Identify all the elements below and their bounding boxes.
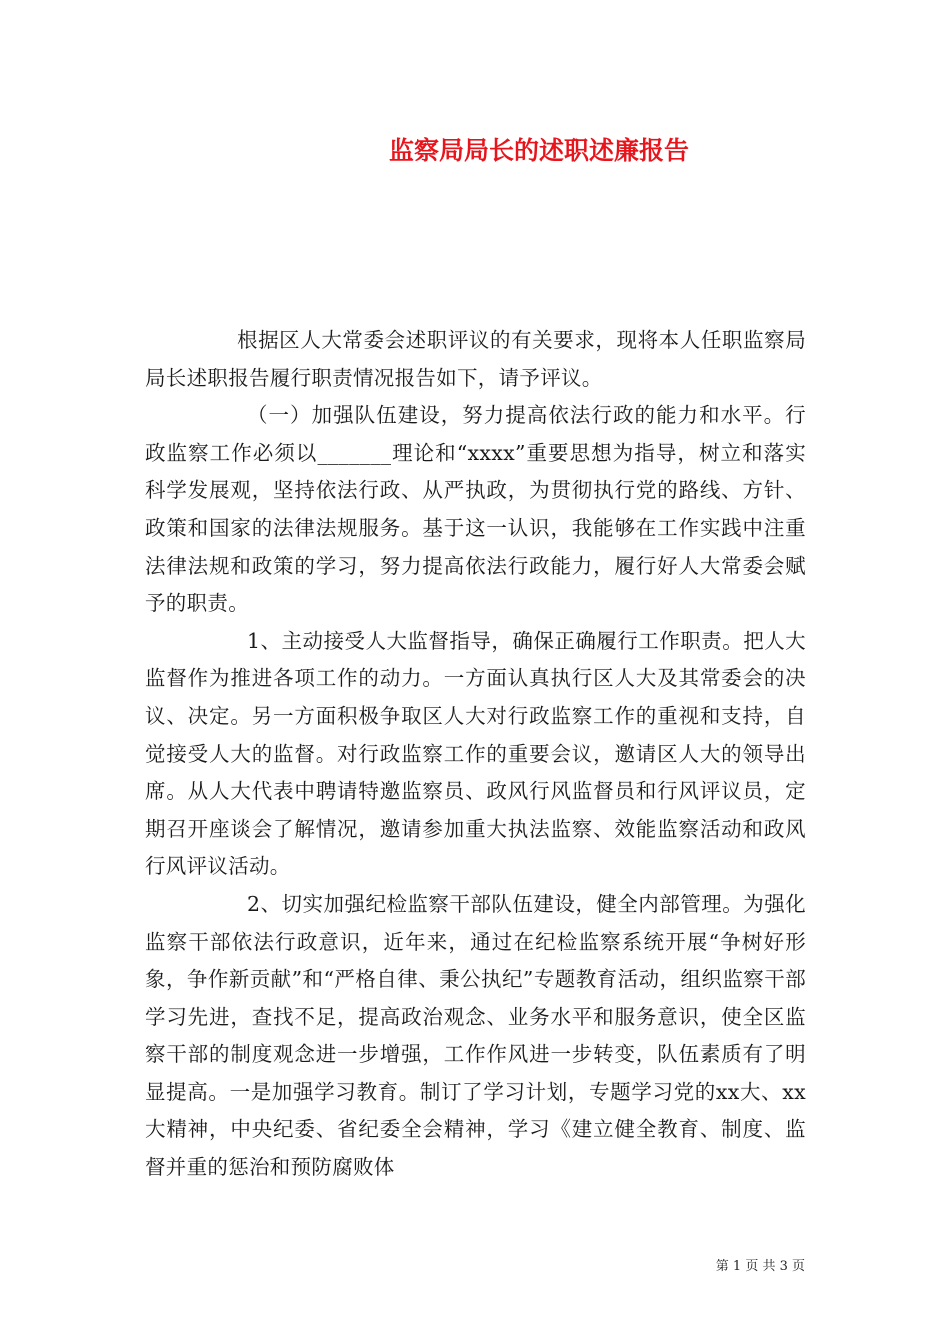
paragraph-intro: 根据区人大常委会述职评议的有关要求，现将本人任职监察局局长述职报告履行职责情况报告如下，请予评议。 — [145, 328, 806, 390]
document-body — [145, 322, 806, 1187]
paragraph-section-one: （一）加强队伍建设，努力提高依法行政的能力和水平。行政监察工作必须以_______理论和“xxxx”重要思想为指导，树立和落实科学发展观，坚持依法行政、从严执政，为贯彻执行党的路线、方针、政策和国家的法律法规服务。基于这一认识，我能够在工作实践中注重法律法规和政策的学习，努力提高依法行政能力，履行好人大常委会赋予的职责。 — [145, 403, 806, 616]
paragraph-item-two: 2、切实加强纪检监察干部队伍建设，健全内部管理。为强化监察干部依法行政意识，近年来，通过在纪检监察系统开展“争树好形象，争作新贡献”和“严格自律、秉公执纪”专题教育活动，组织监察干部学习先进，查找不足，提高政治观念、业务水平和服务意识，使全区监察干部的制度观念进一步增强，工作作风进一步转变，队伍素质有了明显提高。一是加强学习教育。制订了学习计划，专题学习党的xx大、xx大精神，中央纪委、省纪委全会精神，学习《建立健全教育、制度、监督并重的惩治和预防腐败体 — [145, 891, 806, 1180]
paragraph-item-one: 1、主动接受人大监督指导，确保正确履行工作职责。把人大监督作为推进各项工作的动力。一方面认真执行区人大及其常委会的决议、决定。另一方面积极争取区人大对行政监察工作的重视和支持，自觉接受人大的监督。对行政监察工作的重要会议，邀请区人大的领导出席。从人大代表中聘请特邀监察员、政风行风监督员和行风评议员，定期召开座谈会了解情况，邀请参加重大执法监察、效能监察活动和政风行风评议活动。 — [145, 628, 806, 879]
document-title: 监察局局长的述职述廉报告 — [388, 136, 689, 165]
page-number: 第 1 页 共 3 页 — [715, 1259, 805, 1274]
